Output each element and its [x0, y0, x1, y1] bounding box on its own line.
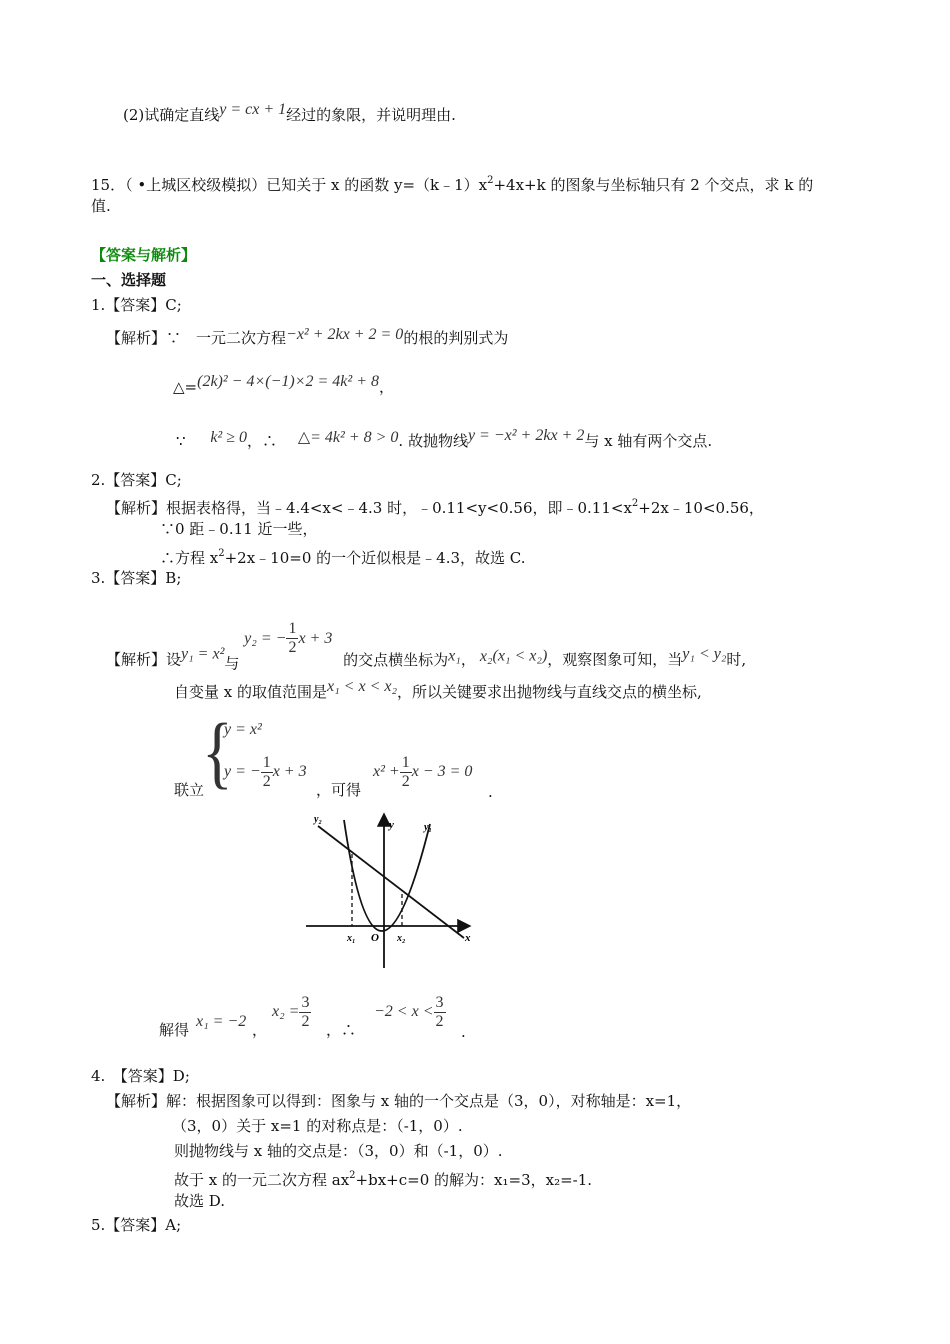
a3-solution2 [272, 992, 311, 1031]
a3-final-period: . [461, 1023, 466, 1041]
a4-exponent: 2 [349, 1170, 356, 1181]
a2-line3 [160, 544, 525, 568]
a4-line4 [174, 1166, 592, 1190]
a5-answer: 5.【答案】A; [91, 1216, 182, 1234]
a3-y1: y₁ = x² [181, 645, 225, 663]
a1-jiexi-label: 【解析】∵ 一元二次方程 [106, 329, 287, 347]
a3-condition: (x₁ < x₂) [492, 647, 548, 665]
a1-delta-comma: ， [379, 378, 395, 396]
a1-delta-positive: △= 4k² + 8 > 0 [297, 429, 399, 446]
fraction-denominator: 2 [262, 772, 271, 790]
a4-jiexi: 【解析】解：根据图象可以得到：图象与 x 轴的一个交点是（3，0），对称轴是：x=1， [106, 1092, 692, 1110]
a1-parabola: y = −x² + 2kx + 2 [467, 427, 585, 444]
a3-answer: 3.【答案】B; [91, 569, 182, 587]
a2-jiexi-b: +2x﹣10<0.56， [638, 499, 764, 517]
a2-jiexi-line [106, 494, 764, 518]
q14-part2-post: 经过的象限，并说明理由. [286, 106, 456, 124]
a3-system-eq2 [224, 752, 307, 791]
a4-line5: 故选 D. [174, 1192, 226, 1210]
a3-x1: x₁ [448, 647, 461, 665]
a4-line4-b: +bx+c=0 的解为：x₁=3，x₂=-1. [355, 1171, 593, 1189]
a3-sys2-pre: y = − [224, 763, 261, 780]
fraction-denominator: 2 [288, 639, 297, 656]
a3-jiexi-line [106, 620, 746, 674]
a3-final-fraction [434, 994, 446, 1031]
a3-final-pre: −2 < x < [374, 1003, 434, 1020]
parabola-line-figure [300, 808, 480, 974]
a4-line3: 则抛物线与 x 轴的交点是：（3，0）和（-1，0）. [174, 1142, 503, 1160]
parabola-y1 [344, 820, 430, 931]
a2-line3-a: ∴方程 x [160, 549, 219, 567]
q14-part2-text: (2)试确定直线 [123, 106, 220, 124]
a3-final-range [374, 992, 446, 1031]
a3-sol2-pre: x₂ = [272, 1003, 300, 1020]
label-x: x [465, 932, 471, 944]
a4-answer: 4. 【答案】D; [91, 1067, 190, 1085]
a2-exponent: 2 [631, 498, 639, 509]
a3-solution1: x₁ = −2 [196, 1013, 247, 1030]
because-symbol: ∵ [176, 432, 186, 450]
a3-lianli: 联立 [174, 781, 205, 799]
label-y: y [389, 819, 394, 831]
a3-comma: ， [460, 650, 476, 669]
a3-inequality: y₁ < y₂ [682, 645, 727, 663]
a3-range: x₁ < x < x₂ [327, 678, 398, 695]
a3-range-post: ，所以关键要求出抛物线与直线交点的横坐标, [397, 683, 702, 701]
therefore-symbol: ，∴ [247, 432, 278, 450]
a3-x2: x₂ [479, 647, 493, 665]
a3-jiede: 解得 [159, 1021, 190, 1039]
a1-conclusion-pre: . 故抛物线 [398, 432, 468, 450]
label-origin: O [371, 932, 379, 944]
a3-observe: ，观察图象可知，当 [547, 650, 683, 669]
a3-therefore: ，∴ [326, 1021, 357, 1039]
q15-line2: 值. [91, 197, 111, 215]
label-y2: y₂ [314, 814, 322, 825]
line-y2 [318, 826, 464, 938]
a3-mid-text: 的交点横坐标为 [343, 650, 449, 669]
a3-and: 与 [224, 654, 240, 673]
label-x1: x₁ [347, 933, 356, 944]
a3-range-line [174, 677, 702, 702]
answer-header: 【答案与解析】 [91, 246, 197, 264]
a1-delta-label: △= [173, 378, 198, 396]
a3-quadratic [373, 752, 472, 791]
fraction-numerator: 1 [401, 753, 410, 771]
fraction-denominator: 2 [401, 772, 410, 790]
label-x2: x₂ [397, 933, 406, 944]
a3-sol2-fraction [299, 994, 311, 1031]
fraction-denominator: 2 [301, 1012, 310, 1030]
a1-jiexi-line [106, 325, 508, 348]
fraction-denominator: 2 [435, 1012, 444, 1030]
a4-line4-a: 故于 x 的一元二次方程 ax [174, 1171, 350, 1189]
a3-sys2-post: x + 3 [272, 763, 307, 780]
a3-y2-pre: y₂ = − [244, 629, 287, 647]
a2-answer: 2.【答案】C; [91, 471, 182, 489]
fraction-numerator: 3 [435, 993, 444, 1011]
a1-k-square: k² ≥ 0 [210, 429, 248, 446]
a3-half-fraction [286, 620, 298, 657]
fraction-numerator: 1 [288, 620, 297, 637]
a3-system-eq1: y = x² [224, 721, 262, 738]
fraction-numerator: 3 [301, 993, 310, 1011]
a3-sol-comma: ， [252, 1021, 268, 1039]
a2-line3-exponent: 2 [218, 548, 225, 559]
a3-quad-post: x − 3 = 0 [411, 763, 473, 780]
a3-kede: ，可得 [316, 781, 362, 799]
a1-jiexi-post: 的根的判别式为 [403, 329, 509, 347]
fraction-numerator: 1 [262, 753, 271, 771]
a1-answer: 1.【答案】C; [91, 296, 182, 314]
a3-period: . [488, 783, 493, 801]
a1-delta-expr: (2k)² − 4×(−1)×2 = 4k² + 8 [197, 373, 379, 390]
q15-exponent: 2 [487, 175, 494, 186]
a1-equation: −x² + 2kx + 2 = 0 [286, 326, 404, 343]
a1-conclusion-line [176, 426, 712, 451]
q14-part2-line [123, 100, 456, 125]
a2-jiexi-a: 【解析】根据表格得，当﹣4.4<x<﹣4.3 时，﹣0.11<y<0.56，即﹣0.11<x [106, 499, 632, 517]
q15-line1 [91, 171, 813, 195]
a3-sys-fraction [261, 754, 273, 791]
a3-range-pre: 自变量 x 的取值范围是 [174, 683, 327, 701]
a3-y2-post: x + 3 [298, 629, 333, 647]
a1-delta-line [173, 372, 394, 397]
a2-line3-b: +2x﹣10=0 的一个近似根是﹣4.3，故选 C. [224, 549, 526, 567]
a1-conclusion-post: 与 x 轴有两个交点. [584, 432, 713, 450]
a3-quad-pre: x² + [373, 763, 400, 780]
label-y1: y₁ [424, 822, 432, 833]
a3-quad-fraction [400, 754, 412, 791]
section-title: 一、选择题 [91, 271, 167, 289]
q15-text-b: +4x+k 的图象与坐标轴只有 2 个交点，求 k 的 [493, 176, 814, 194]
system-brace: { [202, 707, 233, 796]
q15-text-a: 15．（ •上城区校级模拟）已知关于 x 的函数 y=（k﹣1）x [91, 176, 488, 194]
a3-jiexi-label: 【解析】设 [106, 650, 182, 669]
a3-shi: 时, [726, 650, 747, 669]
a2-line2: ∵0 距﹣0.11 近一些， [160, 520, 318, 538]
q14-formula: y = cx + 1 [219, 101, 287, 118]
a4-line2: （3，0）关于 x=1 的对称点是：（-1，0）. [172, 1117, 463, 1135]
